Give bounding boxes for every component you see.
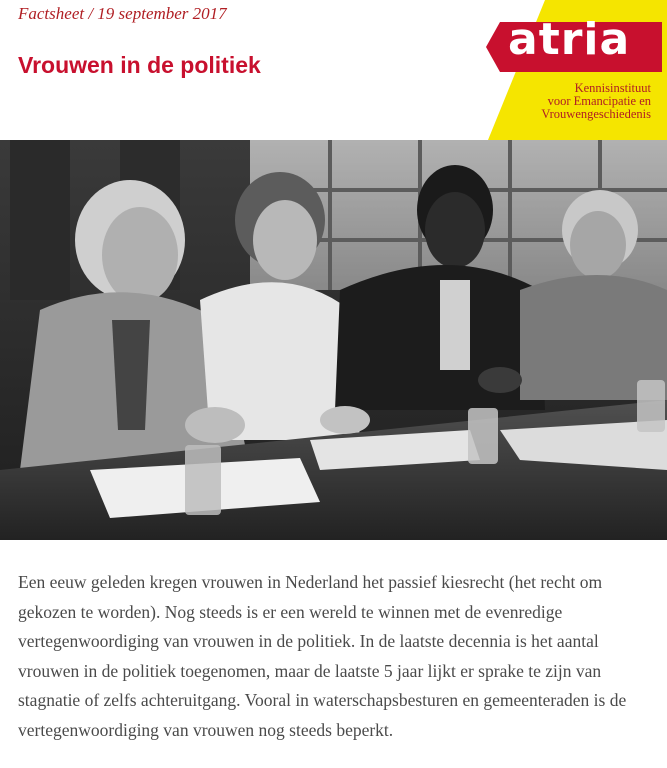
- logo-tagline: [541, 82, 651, 121]
- logo-tagline-line: voor Emancipatie en: [547, 94, 651, 108]
- page-title: Vrouwen in de politiek: [18, 52, 261, 78]
- hero-photo: [0, 140, 667, 540]
- logo-tagline-line: Kennisinstituut: [574, 81, 651, 95]
- atria-logo[interactable]: [0, 0, 667, 140]
- intro-paragraph: Een eeuw geleden kregen vrouwen in Nederland het passief kiesrecht (het recht om gekozen te worden). Nog steeds is er een wereld te winnen met de evenredige vertegenwoordiging van vrouwen in de politiek. In de laatste decennia is het aantal vrouwen in de politiek toegenomen, maar de laatste 5 jaar lijkt er sprake te zijn van stagnatie of zelfs achteruitgang. Vooral in waterschapsbesturen en gemeenteraden is de vertegenwoordiging van vrouwen nog steeds beperkt.: [18, 572, 627, 740]
- page-header: [0, 0, 667, 140]
- logo-word: atria: [508, 14, 631, 65]
- factsheet-date: Factsheet / 19 september 2017: [18, 4, 227, 23]
- photo-four-women-at-table-icon: [0, 140, 667, 540]
- logo-tagline-line: Vrouwengeschiedenis: [541, 107, 651, 121]
